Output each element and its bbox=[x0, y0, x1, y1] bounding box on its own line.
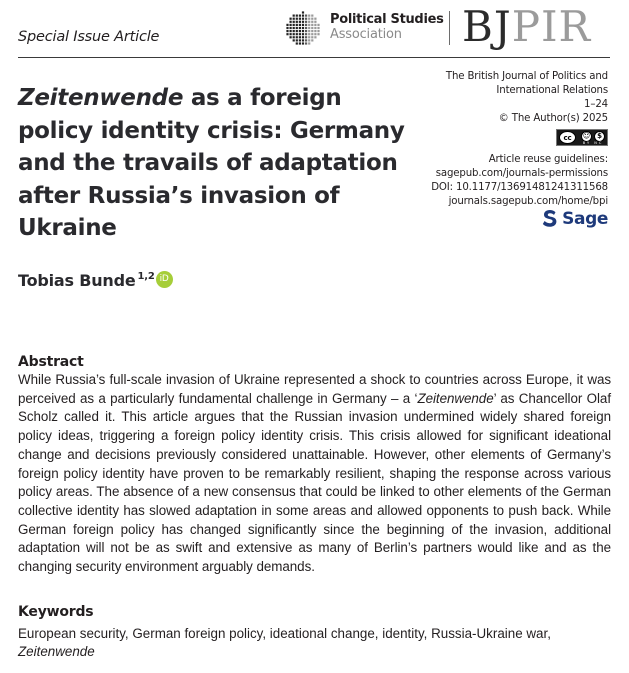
header-divider bbox=[449, 11, 450, 45]
title-rest: as a foreign policy identity crisis: Germany and the travails of adaptation after Russia’s invasion of Ukraine bbox=[18, 85, 405, 241]
by-attribution-icon: ☺ bbox=[582, 132, 591, 140]
orcid-icon[interactable]: iD bbox=[156, 271, 173, 288]
cc-by-nc-license-icon[interactable] bbox=[556, 129, 608, 146]
abstract-heading: Abstract bbox=[18, 354, 84, 370]
keywords-text: European security, German foreign policy, ideational change, identity, Russia-Ukraine war, bbox=[18, 626, 551, 641]
abstract-text-part2: ’ as Chancellor Olaf Scholz called it. This article argues that the Russian invasion undermined widely shared foreign policy ideas, triggering a foreign policy identity crisis. This crisis allowed for significant ideational change and decisions previously considered unattainable. However, other elements of Germany’s foreign policy identity have proven to be remarkably resilient, shaping the response across various policy areas. The absence of a new consensus that could be linked to other elements of the German collective identity has slowed adaptation in some areas and allowed opponents to push back. While German foreign policy has changed significantly since the beginning of the invasion, additional adaptation will not be as swift and extensive as many of Berlin’s partners would like and as the changing security environment arguably demands. bbox=[18, 390, 611, 575]
sage-s-icon bbox=[542, 209, 558, 229]
association-name-line2: Association bbox=[330, 27, 402, 42]
reuse-guidelines-label: Article reuse guidelines: bbox=[488, 154, 608, 165]
cc-icon: cc bbox=[559, 131, 576, 144]
journal-url[interactable]: journals.sagepub.com/home/bpi bbox=[448, 196, 608, 207]
journal-logo-part2: PIR bbox=[511, 2, 592, 51]
sage-wordmark: Sage bbox=[562, 209, 608, 229]
reuse-guidelines-link[interactable]: sagepub.com/journals-permissions bbox=[435, 168, 608, 179]
author-affiliations[interactable]: 1,2 bbox=[137, 271, 155, 282]
keyword-italic: Zeitenwende bbox=[18, 644, 95, 659]
article-type-label: Special Issue Article bbox=[18, 29, 160, 45]
journal-logo bbox=[462, 3, 591, 51]
page-range: 1–24 bbox=[584, 99, 608, 110]
title-italic-term: Zeitenwende bbox=[18, 85, 184, 111]
author-name[interactable]: Tobias Bunde bbox=[18, 271, 136, 290]
psa-dot-globe-icon bbox=[286, 11, 320, 47]
header-rule bbox=[18, 57, 610, 58]
license-labels: BY NC bbox=[582, 141, 604, 145]
journal-name-line2: International Relations bbox=[496, 85, 608, 96]
association-name-line1: Political Studies bbox=[330, 12, 444, 27]
journal-meta bbox=[408, 70, 608, 209]
author-line bbox=[18, 271, 173, 290]
publisher-association-logo bbox=[330, 12, 444, 42]
abstract-italic-term: Zeitenwende bbox=[417, 390, 494, 406]
abstract-text-part1: While Russia’s full-scale invasion of Ukraine represented a shock to countries across Europe, it was perceived as a particularly fundamental challenge in Germany – a ‘ bbox=[18, 372, 611, 406]
journal-name-line1: The British Journal of Politics and bbox=[445, 71, 608, 82]
doi[interactable]: DOI: 10.1177/13691481241311568 bbox=[431, 182, 608, 193]
abstract-body bbox=[18, 371, 611, 577]
sage-logo bbox=[542, 208, 608, 230]
copyright: © The Author(s) 2025 bbox=[498, 113, 608, 124]
keywords-list bbox=[18, 625, 578, 661]
keywords-heading: Keywords bbox=[18, 604, 94, 620]
noncommercial-icon: $ bbox=[594, 131, 605, 142]
article-title bbox=[18, 82, 413, 245]
journal-logo-part1: BJ bbox=[462, 2, 512, 51]
